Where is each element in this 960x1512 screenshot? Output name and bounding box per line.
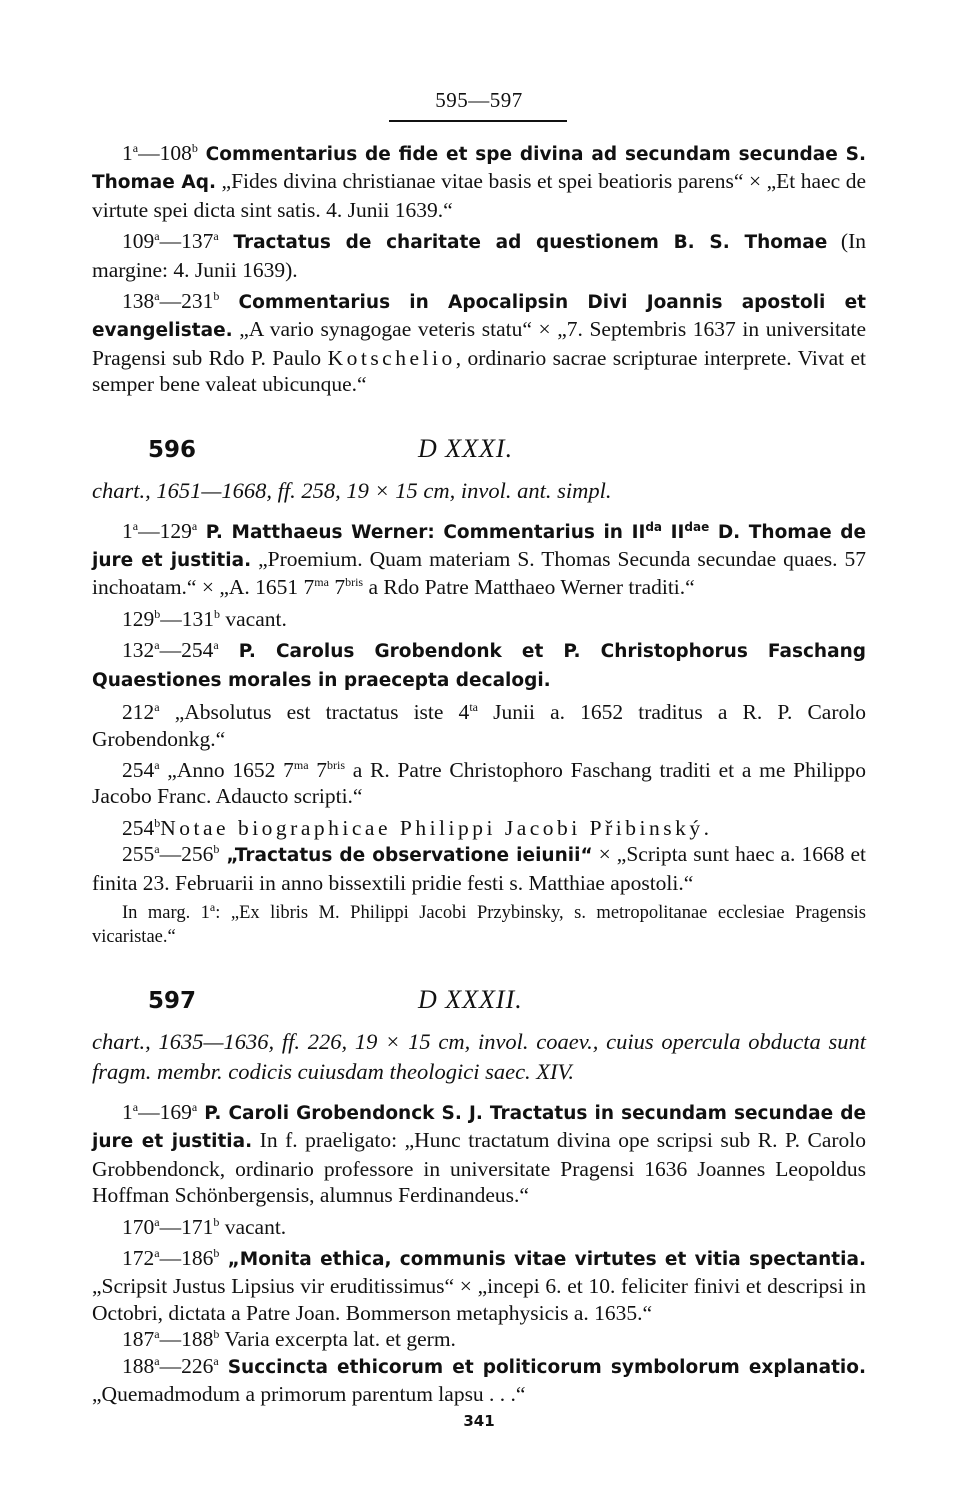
item-title: „Tractatus de observatione ieiunii“ bbox=[219, 845, 593, 867]
marginal-note: In marg. 1$^a$: „Ex libris M. Philippi Jacobi Przybinsky, s. metropolitanae ecclesiae Pragensis vicaristae.“ bbox=[92, 899, 866, 947]
item-596-2: 129$^b$—131$^b$ vacant. bbox=[122, 606, 287, 631]
item-title: „Monita ethica, communis vitae virtutes et vitia spectantia. bbox=[219, 1248, 866, 1270]
running-header: 595—597 bbox=[435, 88, 523, 112]
item-596-6: 254$^b$Notae biographicae Philippi Jacobi Přibinský. bbox=[122, 815, 713, 840]
entry-description: chart., 1651—1668, ff. 258, 19 × 15 cm, invol. ant. simpl. bbox=[92, 477, 612, 503]
item-596-5: 254$^a$ „Anno 1652 $7^{ma}$ $7^{bris}$ a R. Patre Christophoro Faschang traditi et a me Philippo Jacobo Franc. Adaucto scripti.“ bbox=[92, 757, 866, 809]
item-596-1: 1$^a$—129$^a$ P. Matthaeus Werner: Commentarius in $II^{da}$ $II^{dae}$ D. Thomae de jure et justitia. „Proemium. Quam materiam S. Thomas Secunda secundae quaes. 57 inchoatam.“ × „A. 1651 $7^{ma}$ $7^{bris}$ a Rdo Patre Matthaeo Werner traditi.“ bbox=[92, 518, 866, 600]
item-597-5: 188$^a$—226$^a$ Succincta ethicorum et politicorum symbolorum explanatio. „Quemadmodum a primorum parentum lapsu . . .“ bbox=[92, 1353, 866, 1406]
entry-heading-597 bbox=[92, 985, 866, 1015]
item-595-3: 138$^a$—231$^b$ Commentarius in Apocalipsin Divi Joannis apostoli et evangelistae. „A vario synagogae veteris statu“ × „7. Septembris 1637 in universitate Pragensi sub Rdo P. Paulo Kotschelio, ordinario sacrae scripturae interprete. Vivat et semper bene valeat ubicunque.“ bbox=[92, 288, 866, 397]
item-597-3: 172$^a$—186$^b$ „Monita ethica, communis vitae virtutes et vitia spectantia. „Scripsit Justus Lipsius vir eruditissimus“ × „incepi 6. et 10. feliciter finivi et descripsi in Octobri, dictata a Patre Joan. Bommerson metaphysicis a. 1635.“ bbox=[92, 1245, 866, 1325]
item-597-2: 170$^a$—171$^b$ vacant. bbox=[122, 1214, 287, 1239]
item-597-4: 187$^a$—188$^b$ Varia excerpta lat. et germ. bbox=[122, 1327, 456, 1352]
entry-number: 596 bbox=[148, 436, 197, 463]
entry-heading-596 bbox=[92, 434, 866, 464]
item-title: Tractatus de charitate ad questionem B. S. Thomae bbox=[218, 232, 828, 254]
item-title: Commentarius in Apocalipsin Divi Joannis apostoli et evangelistae. bbox=[92, 292, 866, 342]
entry-signature: D XXXI. bbox=[418, 433, 514, 463]
item-title: Succincta ethicorum et politicorum symbolorum explanatio. bbox=[218, 1356, 866, 1378]
item-597-1: 1$^a$—169$^a$ P. Caroli Grobendonck S. J. Tractatus in secundam secundae de jure et justitia. In f. praeligato: „Hunc tractatum divina ope scripsi sub R. P. Carolo Grobbendonck, ordinario professore in universitate Pragensi 1636 Joannes Leopoldus Hoffman Schönbergensis, alumnus Ferdinandeus.“ bbox=[92, 1099, 867, 1208]
item-595-2: 109$^a$—137$^a$ Tractatus de charitate ad questionem B. S. Thomae (In margine: 4. Junii 1639). bbox=[92, 229, 866, 282]
item-596-7: 255$^a$—256$^b$ „Tractatus de observatione ieiunii“ × „Scripta sunt haec a. 1668 et finita 23. Februarii in anno bissextili pridie festi s. Matthiae apostoli.“ bbox=[92, 841, 866, 895]
item-title: P. Carolus Grobendonk et P. Christophorus Faschang Quaestiones morales in praecepta decalogi. bbox=[92, 641, 866, 691]
page-body bbox=[92, 140, 866, 1407]
entry-description: chart., 1635—1636, ff. 226, 19 × 15 cm, invol. coaev., cuius opercula obducta sunt fragm. membr. codicis cuiusdam theologici saec. XIV. bbox=[92, 1028, 866, 1084]
spaced-name: Notae biographicae Philippi Jacobi Přibinský. bbox=[160, 815, 713, 840]
item-title: P. Matthaeus Werner: Commentarius in $II^{da}$ $II^{dae}$ D. Thomae de jure et justitia. bbox=[92, 519, 866, 572]
header-rule bbox=[389, 120, 567, 122]
entry-number: 597 bbox=[148, 987, 197, 1014]
item-title: P. Caroli Grobendonck S. J. Tractatus in secundam secundae de jure et justitia. bbox=[92, 1102, 866, 1153]
item-596-4: 212$^a$ „Absolutus est tractatus iste $4^{ta}$ Junii a. 1652 traditus a R. P. Carolo Grobendonkg.“ bbox=[92, 699, 866, 751]
item-title: Commentarius de fide et spe divina ad secundam secundae S. Thomae Aq. bbox=[92, 144, 866, 194]
item-596-3: 132$^a$—254$^a$ P. Carolus Grobendonk et P. Christophorus Faschang Quaestiones morales in praecepta decalogi. bbox=[92, 638, 866, 691]
page-number: 341 bbox=[463, 1412, 495, 1430]
item-595-1: 1$^a$—108$^b$ Commentarius de fide et spe divina ad secundam secundae S. Thomae Aq. „Fides divina christianae vitae basis et spei beatioris parens“ × „Et haec de virtute spei dicta sint satis. 4. Junii 1639.“ bbox=[92, 140, 866, 222]
entry-signature: D XXXII. bbox=[418, 984, 523, 1014]
spaced-name: Kotschelio bbox=[327, 345, 456, 370]
